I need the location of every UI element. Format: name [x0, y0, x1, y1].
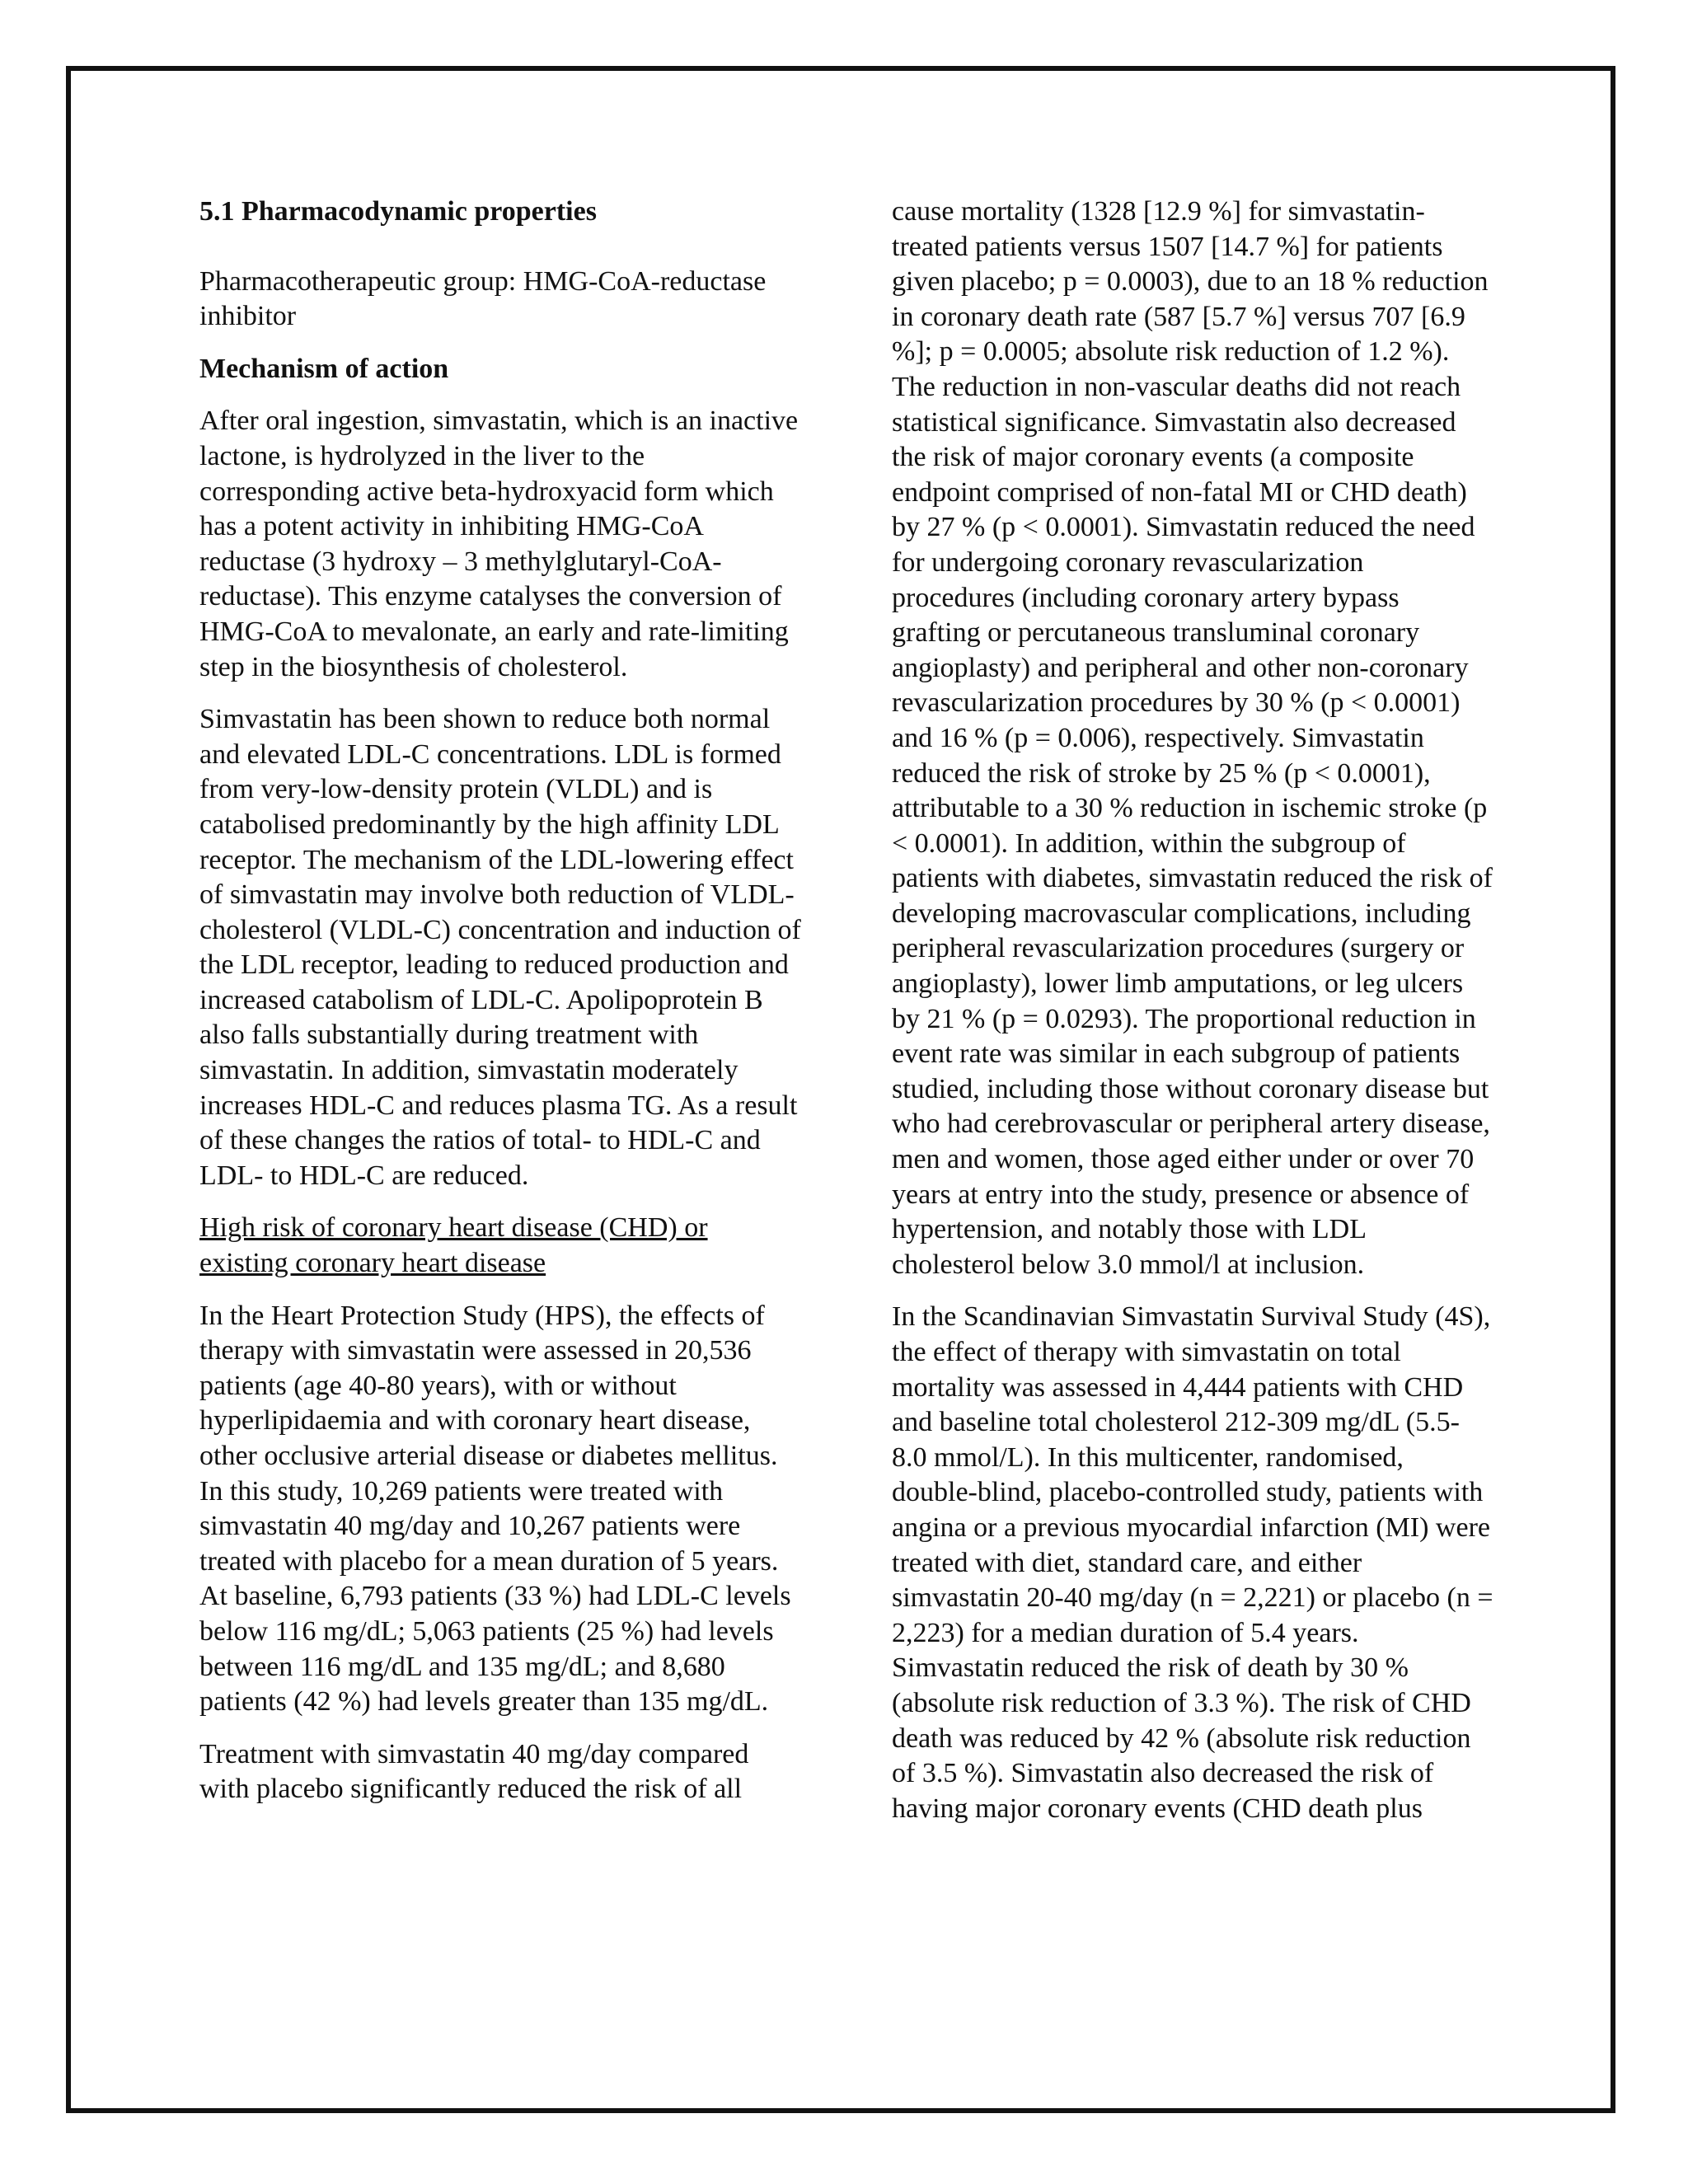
pharmacotherapeutic-group: Pharmacotherapeutic group: HMG-CoA-reductase inhibitor — [199, 265, 767, 332]
treatment-paragraph-continued: cause mortality (1328 [12.9 %] for simvastatin-treated patients versus 1507 [14.7 %] for patients given placebo; p = 0.0003), due to an 18 % reduction in coronary death rate (587 [5.7 %] versus 707 [6.9 %]; p = 0.0005; absolute risk reduction of 1.2 %). The reduction in non-vascular deaths did not reach statistical significance. Simvastatin also decreased the risk of major coronary events (a composite endpoint comprised of non-fatal MI or CHD death) by 27 % (p < 0.0001). Simvastatin reduced the need for undergoing coronary revascularization procedures (including coronary artery bypass grafting or percutaneous transluminal coronary angioplasty) and peripheral and other non-coronary revascularization procedures by 30 % (p < 0.0001) and 16 % (p = 0.006), respectively. Simvastatin reduced the risk of stroke by 25 % (p < 0.0001), attributable to a 30 % reduction in ischemic stroke (p < 0.0001). In addition, within the subgroup of patients with diabetes, simvastatin reduced the risk of developing macrovascular complications, including peripheral revascularization procedures (surgery or angioplasty), lower limb amputations, or leg ulcers by 21 % (p = 0.0293). The proportional reduction in event rate was similar in each subgroup of patients studied, including those without coronary disease but who had cerebrovascular or peripheral artery disease, men and women, those aged either under or over 70 years at entry into the study, presence or absence of hypertension, and notably those with LDL cholesterol below 3.0 mmol/l at inclusion. — [892, 196, 1493, 1280]
mechanism-heading: Mechanism of action — [199, 353, 449, 384]
chd-heading: High risk of coronary heart disease (CHD) or existing coronary heart disease — [199, 1212, 708, 1279]
ldl-paragraph: Simvastatin has been shown to reduce both normal and elevated LDL-C concentrations. LDL is formed from very-low-density protein (VLDL) and is catabolised predominantly by the high affinity LDL receptor. The mechanism of the LDL-lowering effect of simvastatin may involve both reduction of VLDL-cholesterol (VLDL-C) concentration and induction of the LDL receptor, leading to reduced production and increased catabolism of LDL-C. Apolipoprotein B also falls substantially during treatment with simvastatin. In addition, simvastatin moderately increases HDL-C and reduces plasma TG. As a result of these changes the ratios of total- to HDL-C and LDL- to HDL-C are reduced. — [199, 704, 801, 1191]
left-column — [199, 194, 801, 1825]
mechanism-paragraph: After oral ingestion, simvastatin, which is an inactive lactone, is hydrolyzed in the liver to the corresponding active beta-hydroxyacid form which has a potent activity in inhibiting HMG-CoA reductase (3 hydroxy – 3 methylglutaryl-CoA-reductase). This enzyme catalyses the conversion of HMG-CoA to mevalonate, an early and rate-limiting step in the biosynthesis of cholesterol. — [199, 405, 799, 682]
section-heading: 5.1 Pharmacodynamic properties — [199, 196, 597, 227]
hps-paragraph: In the Heart Protection Study (HPS), the effects of therapy with simvastatin were assessed in 20,536 patients (age 40-80 years), with or without hyperlipidaemia and with coronary heart disease, other occlusive arterial disease or diabetes mellitus. In this study, 10,269 patients were treated with simvastatin 40 mg/day and 10,267 patients were treated with placebo for a mean duration of 5 years. At baseline, 6,793 patients (33 %) had LDL-C levels below 116 mg/dL; 5,063 patients (25 %) had levels between 116 mg/dL and 135 mg/dL; and 8,680 patients (42 %) had levels greater than 135 mg/dL. — [199, 1300, 791, 1718]
treatment-paragraph-start: Treatment with simvastatin 40 mg/day compared with placebo significantly reduced the risk of all — [199, 1738, 749, 1805]
right-column — [892, 194, 1493, 1844]
4s-study-paragraph: In the Scandinavian Simvastatin Survival Study (4S), the effect of therapy with simvastatin on total mortality was assessed in 4,444 patients with CHD and baseline total cholesterol 212-309 mg/dL (5.5-8.0 mmol/L). In this multicenter, randomised, double-blind, placebo-controlled study, patients with angina or a previous myocardial infarction (MI) were treated with diet, standard care, and either simvastatin 20-40 mg/day (n = 2,221) or placebo (n = 2,223) for a median duration of 5.4 years. Simvastatin reduced the risk of death by 30 % (absolute risk reduction of 3.3 %). The risk of CHD death was reduced by 42 % (absolute risk reduction of 3.5 %). Simvastatin also decreased the risk of having major coronary events (CHD death plus — [892, 1301, 1493, 1824]
